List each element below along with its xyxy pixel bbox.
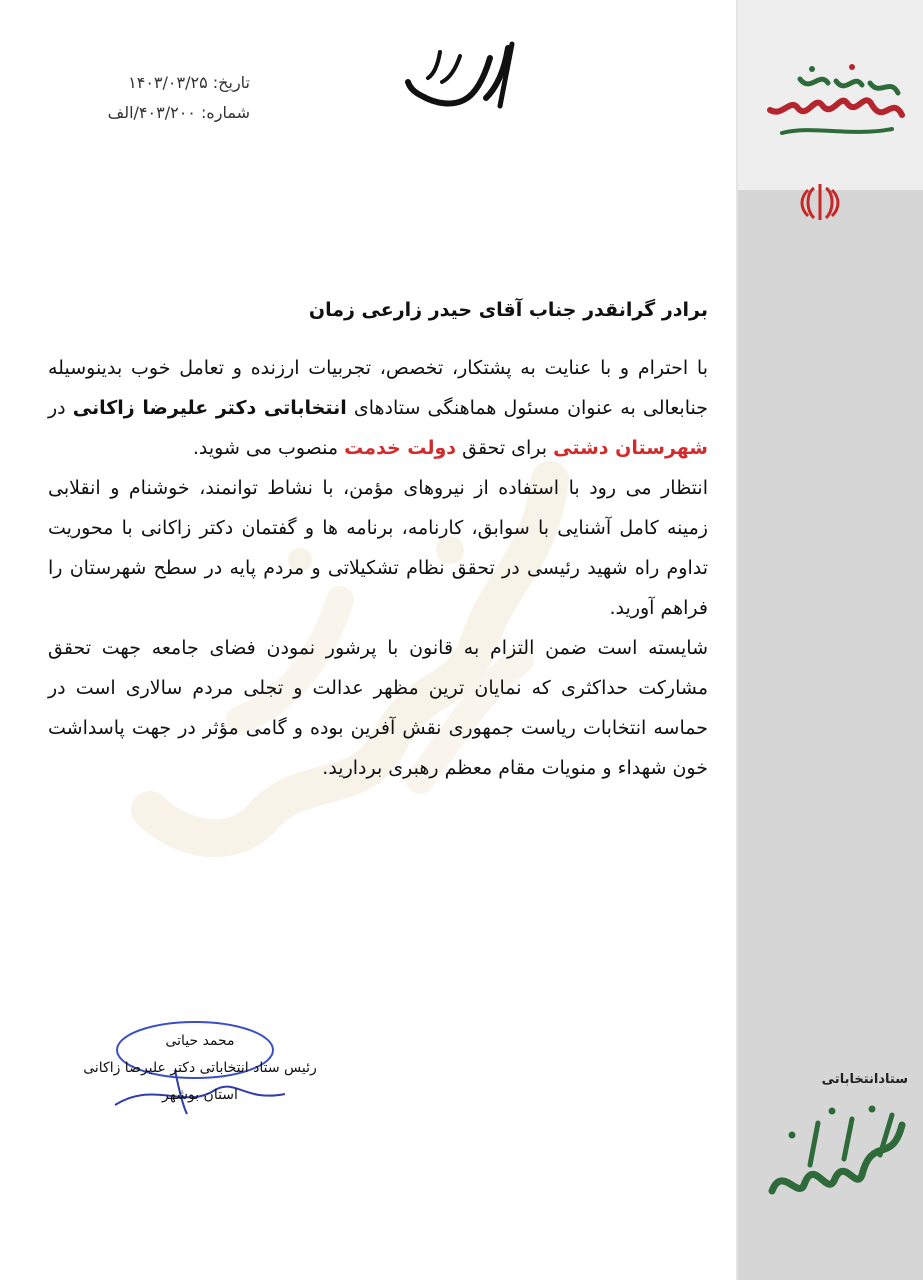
signature-block [55, 1028, 345, 1109]
p1-text-3: برای تحقق [456, 437, 554, 459]
p1-candidate-name: انتخاباتی دکتر علیرضا زاکانی [72, 397, 347, 419]
date-row [50, 68, 250, 98]
signer-title: رئیس ستاد انتخاباتی دکتر علیرضا زاکانی [83, 1060, 317, 1076]
salutation: برادر گرانقدر جناب آقای حیدر زارعی زمان [308, 299, 708, 321]
p1-text-1: با احترام و با عنایت به پشتکار، تخصص، تجربیات ارزنده و تعامل خوب بدینوسیله جنابعالی به عنوان مسئول هماهنگی ستادهای [48, 357, 708, 419]
candidate-name-logo [752, 1095, 912, 1205]
paragraph-2: انتظار می رود با استفاده از نیروهای مؤمن، با نشاط توانمند، خوشنام و انقلابی زمینه کامل آشنایی با سوابق، کارنامه، برنامه ها و گفتمان دکتر زاکانی با محوریت تداوم راه شهید رئیسی در تحقق نظام تشکیلاتی و مردم پایه در سطح شهرستان را فراهم آورید. [48, 477, 708, 619]
date-value: ۱۴۰۳/۰۳/۲۵ [128, 73, 208, 92]
signer-name: محمد حیاتی [165, 1033, 235, 1049]
bismillah-calligraphy [400, 38, 520, 118]
number-label: شماره: [200, 103, 250, 122]
campaign-hq-label: ستادانتخاباتی [821, 1072, 908, 1087]
number-value: ۴۰۳/۲۰۰/الف [107, 103, 196, 122]
national-emblem-icon [798, 180, 842, 224]
letter-body [48, 290, 708, 788]
paragraph-1 [48, 348, 708, 468]
p1-county-name: شهرستان دشتی [553, 437, 708, 459]
letter-meta [50, 68, 250, 128]
p1-text-4: منصوب می شوید. [192, 437, 345, 459]
p1-text-2: در [48, 397, 73, 419]
signer-province: استان بوشهر [162, 1087, 238, 1103]
paragraph-3: شایسته است ضمن التزام به قانون با پرشور نمودن فضای جامعه جهت تحقق مشارکت حداکثری که نمایان ترین مظهر عدالت و تجلی مردم سالاری است در حماسه انتخابات ریاست جمهوری نقش آفرین بوده و گامی مؤثر در جهت پاسداشت خون شهداء و منویات مقام معظم رهبری بردارید. [48, 637, 708, 779]
campaign-logo [752, 55, 912, 145]
number-row [50, 98, 250, 128]
p1-slogan: دولت خدمت [344, 437, 457, 459]
date-label: تاریخ: [212, 73, 250, 92]
